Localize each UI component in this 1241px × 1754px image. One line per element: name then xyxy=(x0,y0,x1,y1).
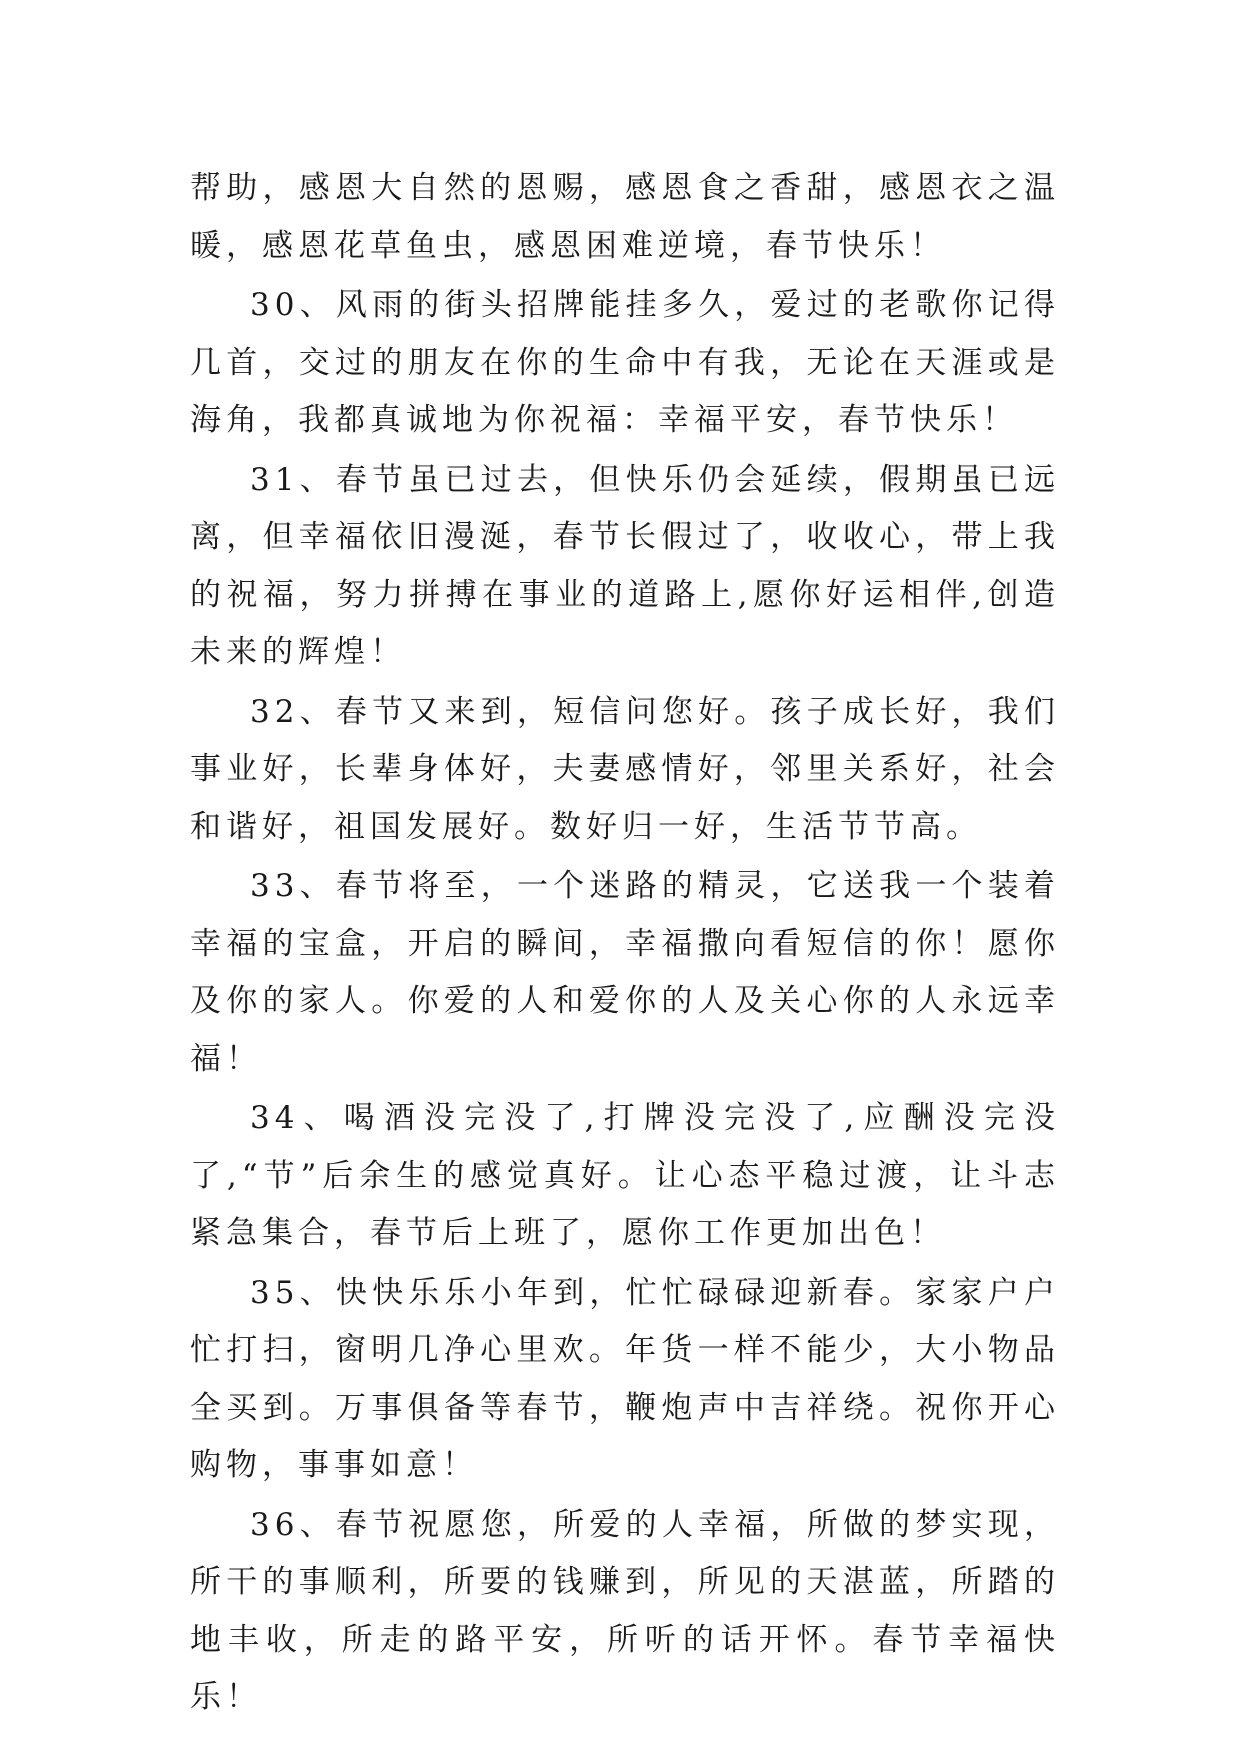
paragraph-32: 32、春节又来到，短信问您好。孩子成长好，我们事业好，长辈身体好，夫妻感情好，邻里关系好，社会和谐好，祖国发展好。数好归一好，生活节节高。 xyxy=(190,693,1060,845)
paragraph-36: 36、春节祝愿您，所爱的人幸福，所做的梦实现，所干的事顺利，所要的钱赚到，所见的天湛蓝，所踏的地丰收，所走的路平安，所听的话开怀。春节幸福快乐！ xyxy=(190,1506,1060,1715)
document-body xyxy=(190,160,1060,1729)
paragraph-31: 31、春节虽已过去，但快乐仍会延续，假期虽已远离，但幸福依旧漫涎，春节长假过了，收收心，带上我的祝福，努力拼搏在事业的道路上,愿你好运相伴,创造未来的辉煌！ xyxy=(190,461,1060,670)
paragraph-34: 34、喝酒没完没了,打牌没完没了,应酬没完没了,“节”后余生的感觉真好。让心态平稳过渡，让斗志紧急集合，春节后上班了，愿你工作更加出色！ xyxy=(190,1100,1060,1251)
paragraph-30: 30、风雨的街头招牌能挂多久，爱过的老歌你记得几首，交过的朋友在你的生命中有我，无论在天涯或是海角，我都真诚地为你祝福：幸福平安，春节快乐！ xyxy=(190,287,1060,438)
paragraph-33: 33、春节将至，一个迷路的精灵，它送我一个装着幸福的宝盒，开启的瞬间，幸福撒向看短信的你！愿你及你的家人。你爱的人和爱你的人及关心你的人永远幸福！ xyxy=(190,868,1060,1077)
paragraph-35: 35、快快乐乐小年到，忙忙碌碌迎新春。家家户户忙打扫，窗明几净心里欢。年货一样不能少，大小物品全买到。万事俱备等春节，鞭炮声中吉祥绕。祝你开心购物，事事如意！ xyxy=(190,1274,1060,1483)
paragraph-continued: 帮助，感恩大自然的恩赐，感恩食之香甜，感恩衣之温暖，感恩花草鱼虫，感恩困难逆境，春节快乐！ xyxy=(190,170,1060,264)
